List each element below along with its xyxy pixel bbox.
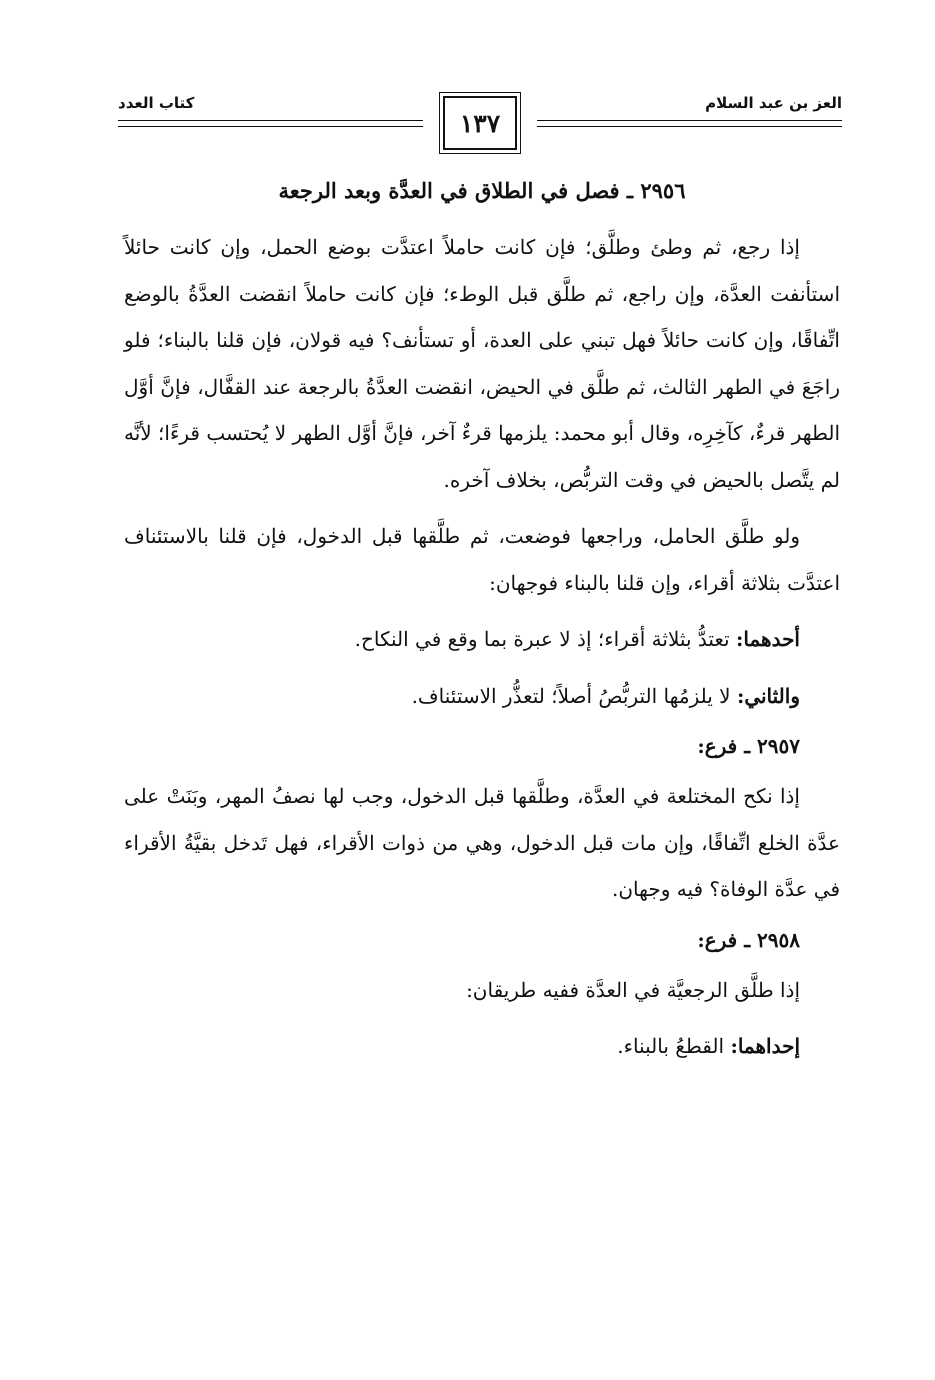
header-rule-right: [537, 120, 842, 127]
running-header: [118, 92, 842, 162]
option-1-text: تعتدُّ بثلاثة أقراء؛ إذ لا عبرة بما وقع في النكاح.: [354, 627, 730, 651]
header-rule-left: [118, 120, 423, 127]
header-book-title: كتاب العدد: [118, 94, 195, 112]
paragraph-1: إذا رجع، ثم وطئ وطلَّق؛ فإن كانت حاملاً اعتدَّت بوضع الحمل، وإن كانت حائلاً استأنفت العدَّة، وإن راجع، ثم طلَّق قبل الوطء؛ فإن كانت حاملاً انقضت العدَّةُ بالوضع اتِّفاقًا، وإن كانت حائلاً فهل تبني على العدة، أو تستأنف؟ فيه قولان، فإن قلنا بالبناء؛ فلو راجَعَ في الطهر الثالث، ثم طلَّق في الحيض، انقضت العدَّةُ بالرجعة عند القفَّال، فإنَّ أوَّل الطهر قرءٌ، كآخِرِه، وقال أبو محمد: يلزمها قرءٌ آخر، فإنَّ أوَّل الطهر لا يُحتسب قرءًا؛ لأنَّه لم يتَّصل بالحيض في وقت التربُّص، بخلاف آخره.: [124, 235, 841, 492]
branch-2958-heading: ٢٩٥٨ ـ فرع:: [697, 927, 800, 952]
header-author: العز بن عبد السلام: [705, 94, 842, 112]
option-1-label: أحدهما:: [735, 627, 800, 651]
branch-2958-text: إذا طلَّق الرجعيَّة في العدَّة ففيه طريقان:: [466, 977, 800, 1002]
page-number: ١٣٧: [459, 108, 501, 138]
option-2-label: والثاني:: [736, 683, 800, 708]
branch-2957-text: إذا نكح المختلعة في العدَّة، وطلَّقها قبل الدخول، وجب لها نصفُ المهر، وبَنَتْ على عدَّة الخلع اتِّفاقًا، وإن مات قبل الدخول، وهي من ذوات الأقراء، فهل تَدخل بقيَّةُ الأقراء في عدَّة الوفاة؟ فيه وجهان.: [124, 784, 840, 901]
branch-2958-option-label: إحداهما:: [730, 1034, 800, 1058]
option-1: [124, 616, 840, 663]
page-body: [124, 168, 840, 1070]
branch-2957-heading: ٢٩٥٧ ـ فرع:: [697, 734, 800, 758]
paragraph-2: ولو طلَّق الحامل، وراجعها فوضعت، ثم طلَّقها قبل الدخول، فإن قلنا بالاستئناف اعتدَّت بثلاثة أقراء، وإن قلنا بالبناء فوجهان:: [124, 524, 840, 595]
option-2: [124, 673, 840, 720]
page-number-box: [443, 96, 517, 150]
section-title: ٢٩٥٦ ـ فصل في الطلاق في العدَّة وبعد الرجعة: [278, 178, 686, 203]
branch-2958-option-text: القطعُ بالبناء.: [617, 1034, 725, 1058]
branch-2958-option: [124, 1023, 840, 1070]
option-2-text: لا يلزمُها التربُّصُ أصلاً؛ لتعذُّر الاستئناف.: [411, 683, 731, 708]
